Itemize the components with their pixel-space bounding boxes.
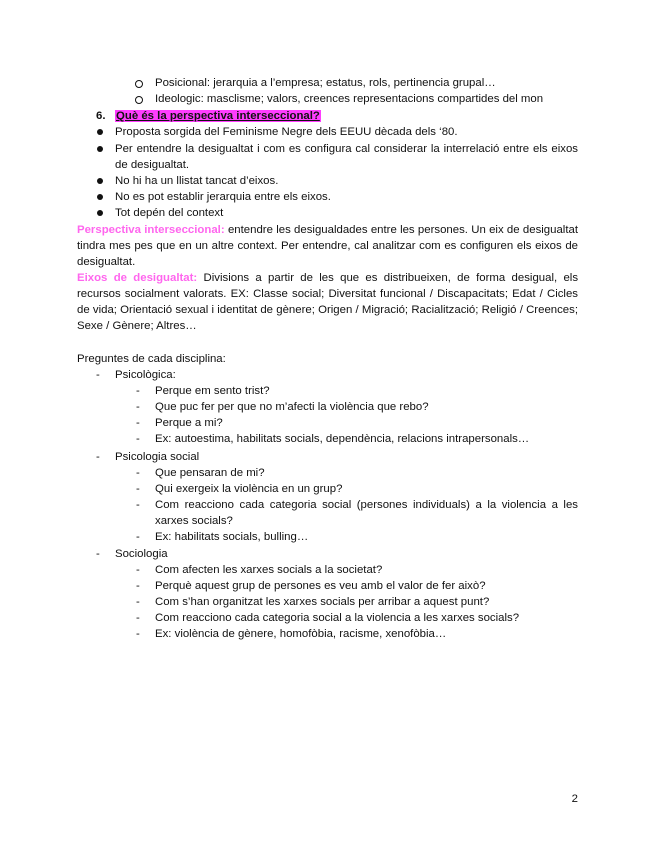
dash-bullet-icon: - xyxy=(136,385,140,397)
question-item: Que puc fer per que no m’afecti la violència que rebo? xyxy=(155,401,429,413)
dash-bullet-icon: - xyxy=(96,369,100,381)
bullet-icon xyxy=(97,146,103,152)
question-item: Ex: habilitats socials, bulling… xyxy=(155,531,309,543)
dash-bullet-icon: - xyxy=(136,401,140,413)
circle-bullet-icon xyxy=(135,80,143,88)
dash-bullet-icon: - xyxy=(136,499,140,511)
dash-bullet-icon: - xyxy=(96,451,100,463)
definition-term: Eixos de desigualtat: xyxy=(77,272,198,284)
dash-bullet-icon: - xyxy=(136,417,140,429)
bullet-item: No es pot establir jerarquia entre els eixos. xyxy=(115,191,331,203)
question-item: Qui exergeix la violència en un grup? xyxy=(155,483,343,495)
dash-bullet-icon: - xyxy=(136,531,140,543)
question-item: Com afecten les xarxes socials a la societat? xyxy=(155,564,383,576)
dash-bullet-icon: - xyxy=(136,564,140,576)
question-item: Perquè aquest grup de persones es veu amb el valor de fer això? xyxy=(155,580,486,592)
definition-paragraph xyxy=(77,222,578,270)
bullet-icon xyxy=(97,178,103,184)
question-item: Com s’han organitzat les xarxes socials per arribar a aquest punt? xyxy=(155,596,490,608)
definition-text: Divisions a partir de les que es distribueixen, de forma desigual, els recursos socialment valorats. EX: Classe social; Diversitat funcional / Discapacitats; Edat / Cicles de vida; Orientació sexual i identitat de gènere; Origen / Migració; Racialització; Religió / Creences; Sexe / Gènere; Altres… xyxy=(77,272,579,332)
discipline-name: Sociologia xyxy=(115,548,168,560)
bullet-item: Per entendre la desigualtat i com es configura cal considerar la interrelació entre els eixos de desigualtat. xyxy=(115,143,578,171)
dash-bullet-icon: - xyxy=(136,467,140,479)
bullet-icon xyxy=(97,129,103,135)
dash-bullet-icon: - xyxy=(136,612,140,624)
bullet-item: Tot depén del context xyxy=(115,207,224,219)
question-item: Com reacciono cada categoria social (persones individuals) a la violencia a les xarxes socials? xyxy=(155,499,578,527)
circle-bullet-icon xyxy=(135,96,143,104)
question-item: Que pensaran de mi? xyxy=(155,467,265,479)
highlighted-heading: Què és la perspectiva interseccional? xyxy=(116,110,320,122)
discipline-name: Psicològica: xyxy=(115,369,176,381)
question-item: Ex: autoestima, habilitats socials, dependència, relacions intrapersonals… xyxy=(155,433,530,445)
question-item: Com reacciono cada categoria social a la violencia a les xarxes socials? xyxy=(155,612,520,624)
bullet-icon xyxy=(97,210,103,216)
sub-bullet: Posicional: jerarquia a l’empresa; estatus, rols, pertinencia grupal… xyxy=(155,77,496,89)
page-number: 2 xyxy=(571,793,578,805)
question-item: Perque em sento trist? xyxy=(155,385,270,397)
bullet-item: No hi ha un llistat tancat d’eixos. xyxy=(115,175,279,187)
dash-bullet-icon: - xyxy=(136,628,140,640)
section-number: 6. xyxy=(96,110,106,122)
disciplines-intro: Preguntes de cada disciplina: xyxy=(77,353,226,365)
question-item: Ex: violència de gènere, homofòbia, racisme, xenofòbia… xyxy=(155,628,447,640)
dash-bullet-icon: - xyxy=(136,483,140,495)
dash-bullet-icon: - xyxy=(136,580,140,592)
sub-bullet: Ideologic: masclisme; valors, creences representacions compartides del mon xyxy=(155,93,544,105)
bullet-icon xyxy=(97,194,103,200)
dash-bullet-icon: - xyxy=(136,433,140,445)
dash-bullet-icon: - xyxy=(136,596,140,608)
definition-paragraph xyxy=(77,270,578,334)
definition-term: Perspectiva interseccional: xyxy=(77,224,225,236)
bullet-item: Proposta sorgida del Feminisme Negre dels EEUU dècada dels ‘80. xyxy=(115,126,458,138)
section-heading xyxy=(115,108,321,124)
question-item: Perque a mi? xyxy=(155,417,223,429)
definition-text: entendre les desigualdades entre les persones. Un eix de desigualtat tindra mes pes que en un altre context. Per entendre, cal analitzar com es configuren els eixos de desigualtat. xyxy=(77,224,578,268)
dash-bullet-icon: - xyxy=(96,548,100,560)
discipline-name: Psicologia social xyxy=(115,451,200,463)
